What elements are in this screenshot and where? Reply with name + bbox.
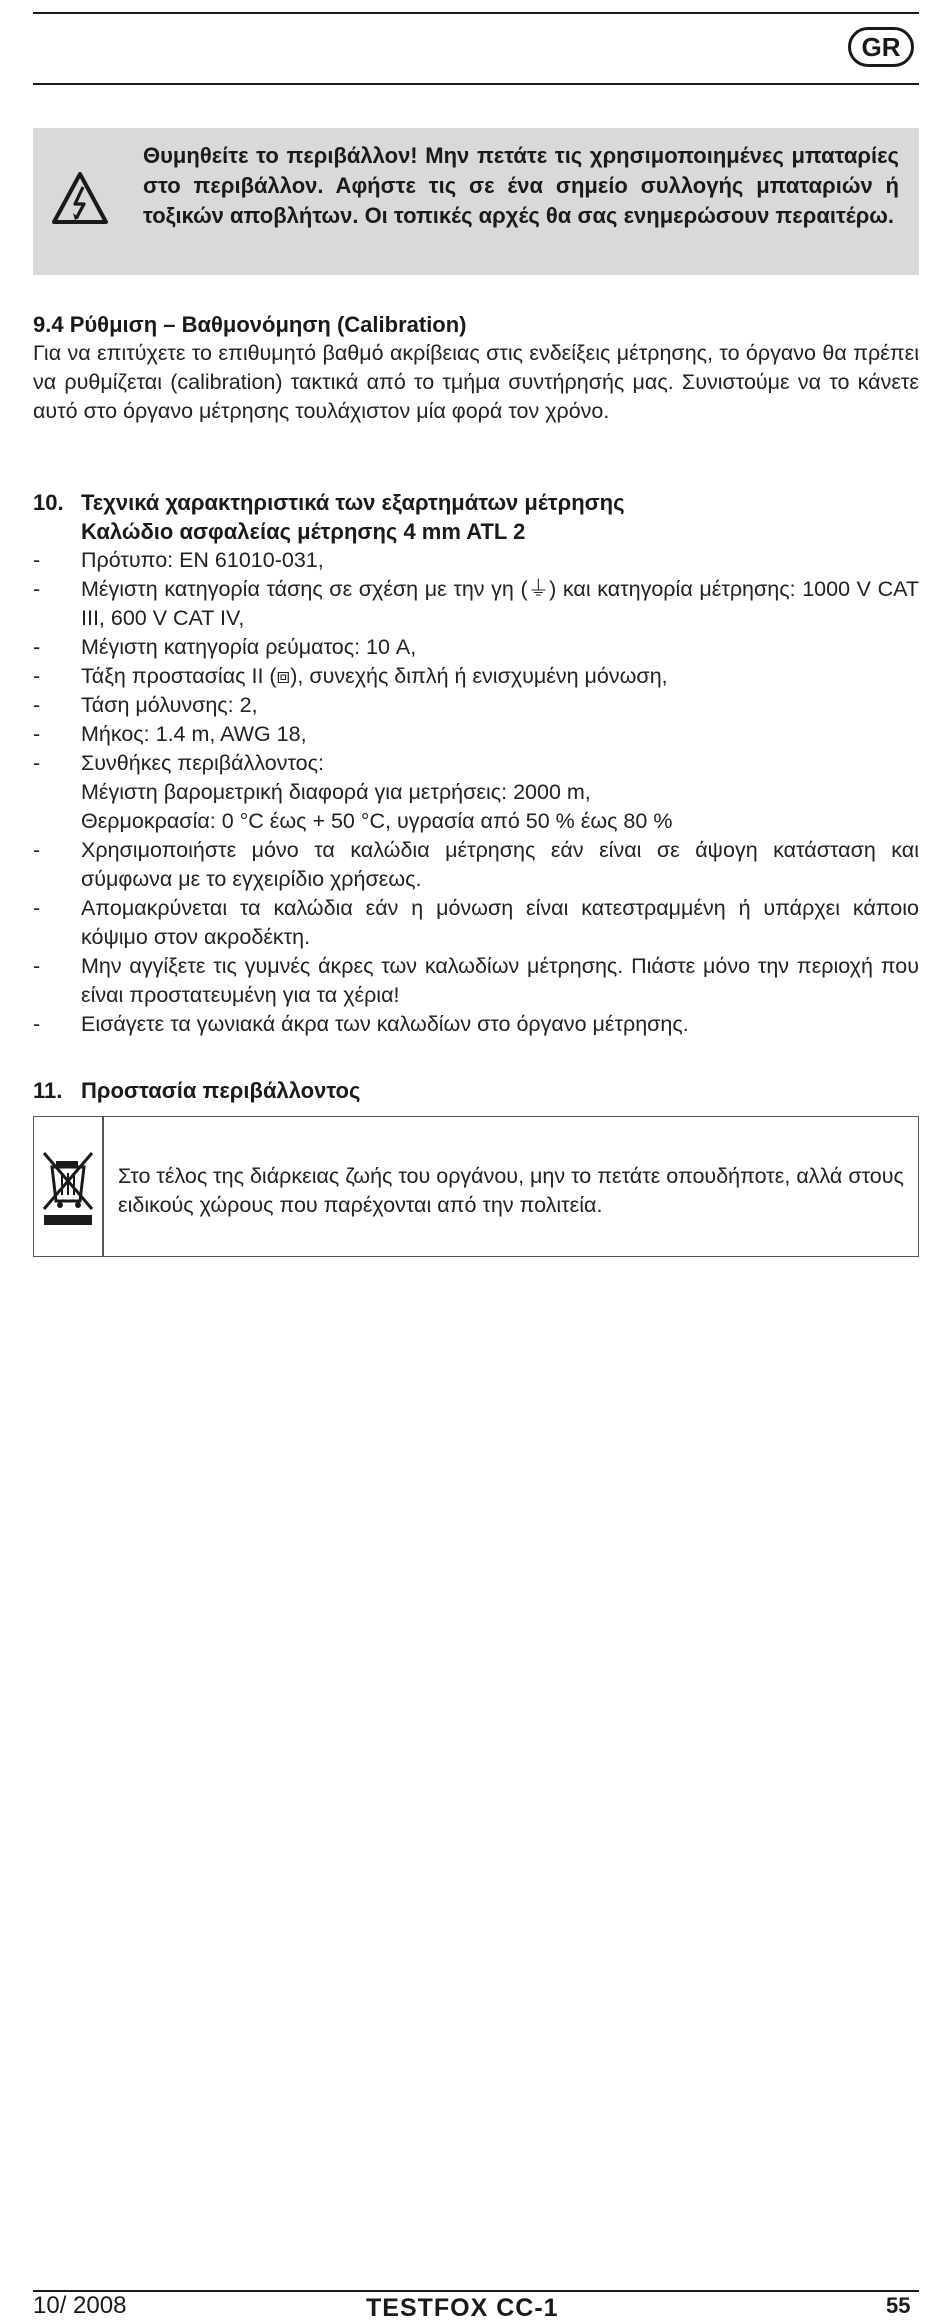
section-9-4-body: Για να επιτύχετε το επιθυμητό βαθμό ακρίβειας στις ενδείξεις μέτρησης, το όργανο θα πρέπει να ρυθμίζεται (calibration) τακτικά από το τμήμα συντήρησής μας. Συνιστούμε να το κάνετε αυτό στο όργανο μέτρησης τουλάχιστον μία φορά τον χρόνο. [33, 341, 919, 423]
disposal-text: Στο τέλος της διάρκειας ζωής του οργάνου, μην το πετάτε οπουδήποτε, αλλά στους ειδικούς χώρους που παρέχονται από την πολιτεία. [118, 1164, 904, 1217]
list-item: - Τάση μόλυνσης: 2, [33, 693, 258, 717]
electric-hazard-icon [51, 171, 109, 225]
warning-text: Θυμηθείτε το περιβάλλον! Μην πετάτε τις χρησιμοποιημένες μπαταρίες στο περιβάλλον. Αφήστε τις σε ένα σημείο συλλογής μπαταριών ή τοξικών αποβλήτων. Οι τοπικές αρχές θα σας ενημερώσουν περαιτέρω. [143, 143, 899, 228]
list-item: - Χρησιμοποιήστε μόνο τα καλώδια μέτρησης εάν είναι σε άψογη κατάσταση και σύμφωνα με το εγχειρίδιο χρήσεως. [33, 838, 919, 891]
footer-rule [33, 2290, 919, 2292]
list-item: - Μέγιστη κατηγορία τάσης σε σχέση με την γη (⏚) και κατηγορία μέτρησης: 1000 V CAT III, 600 V CAT IV, [33, 577, 919, 630]
section-9-4-heading: 9.4 Ρύθμιση – Βαθμονόμηση (Calibration) [33, 312, 467, 337]
header-rule [33, 83, 919, 85]
list-item: - Μέγιστη κατηγορία ρεύματος: 10 A, [33, 635, 417, 659]
list-item: - Εισάγετε τα γωνιακά άκρα των καλωδίων στο όργανο μέτρησης. [33, 1012, 689, 1036]
section-10-heading: Τεχνικά χαρακτηριστικά των εξαρτημάτων μέτρησης [81, 490, 625, 515]
list-item: - Απομακρύνεται τα καλώδια εάν η μόνωση είναι κατεστραμμένη ή υπάρχει κάποιο κόψιμο στον ακροδέκτη. [33, 896, 919, 949]
spec-list [33, 546, 919, 1039]
battery-warning-box [33, 128, 919, 275]
section-11-number: 11. [33, 1078, 63, 1103]
section-10-subheading: Καλώδιο ασφαλείας μέτρησης 4 mm ATL 2 [81, 519, 526, 544]
language-badge: GR [848, 27, 914, 67]
section-11-heading: Προστασία περιβάλλοντος [81, 1078, 361, 1103]
list-item: - Συνθήκες περιβάλλοντος: Μέγιστη βαρομετρική διαφορά για μετρήσεις: 2000 m, Θερμοκρασία: 0 °C έως + 50 °C, υγρασία από 50 % έως 80 % [33, 751, 673, 833]
crossed-bin-icon [40, 1147, 96, 1229]
environment-temperature: Θερμοκρασία: 0 °C έως + 50 °C, υγρασία από 50 % έως 80 % [81, 809, 673, 833]
list-item: - Μήκος: 1.4 m, AWG 18, [33, 722, 307, 746]
box-divider [102, 1117, 104, 1256]
footer-product-title: TESTFOX CC-1 [366, 2294, 559, 2322]
list-item: - Τάξη προστασίας II (⧈), συνεχής διπλή ή ενισχυμένη μόνωση, [33, 664, 668, 688]
page-number: 55 [886, 2293, 911, 2318]
disposal-box [33, 1116, 919, 1257]
list-item: - Μην αγγίξετε τις γυμνές άκρες των καλωδίων μέτρησης. Πιάστε μόνο την περιοχή που είναι προστατευμένη για τα χέρια! [33, 954, 919, 1007]
section-10-number: 10. [33, 490, 64, 515]
list-item: - Πρότυπο: EN 61010-031, [33, 548, 324, 572]
footer-date: 10/ 2008 [33, 2292, 127, 2319]
environment-altitude: Μέγιστη βαρομετρική διαφορά για μετρήσεις: 2000 m, [81, 780, 591, 804]
top-rule [33, 12, 919, 14]
